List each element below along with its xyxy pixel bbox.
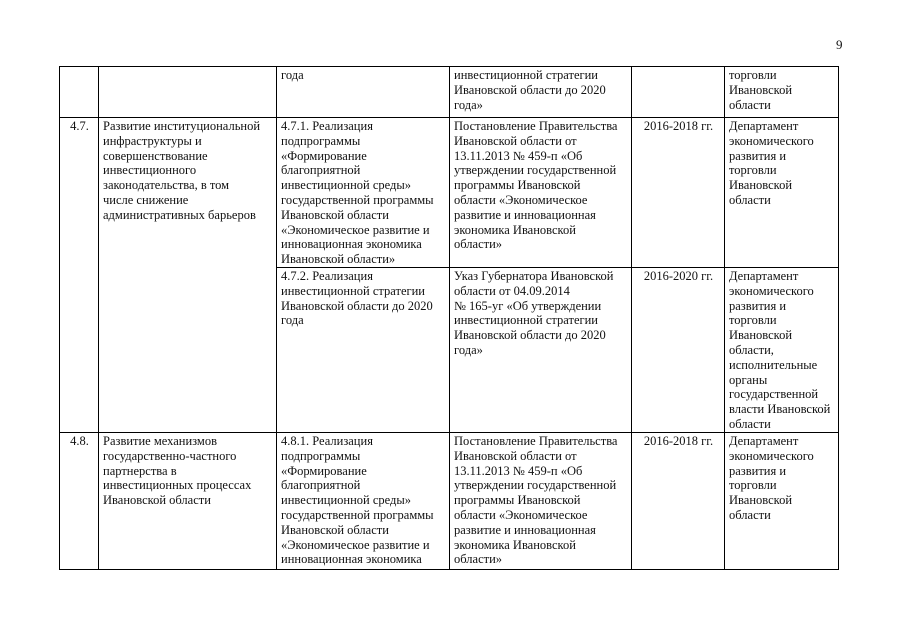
cell-line: инфраструктуры и [103,133,202,148]
cell-line: экономического [729,133,814,148]
responsible-cell [725,432,839,569]
responsible-cell [725,118,839,268]
cell-line: торговли [729,163,777,178]
cell-line: Постановление Правительства [454,119,618,133]
cell-line: торговли [729,478,777,493]
cell-line: развитие и инновационная [454,522,596,537]
cell-line: Постановление Правительства [454,433,618,448]
table-row [60,118,839,268]
measure-cell [277,67,450,118]
cell-line: экономического [729,283,814,298]
cell-line: области [729,192,771,207]
cell-line: Развитие механизмов [103,433,217,448]
cell-line: Ивановской области» [281,252,396,267]
cell-line: 4.7.1. Реализация [281,119,373,133]
period-cell: 2016-2018 гг. [632,432,725,569]
cell-line: Указ Губернатора Ивановской [454,268,614,283]
cell-line: Ивановской области до 2020 [281,298,433,313]
cell-line: власти Ивановской [729,402,831,417]
document-cell [450,118,632,268]
row-number-cell: 4.7. [60,118,99,433]
cell-line: экономического [729,448,814,463]
period-cell: 2016-2018 гг. [632,118,725,268]
cell-line: благоприятной [281,163,361,178]
cell-line: года» [454,342,483,357]
cell-line: области от 04.09.2014 [454,283,570,298]
cell-line: области [729,507,771,522]
cell-line: области «Экономическое [454,507,588,522]
cell-line: благоприятной [281,478,361,493]
cell-line: утверждении государственной [454,163,617,178]
cell-line: развития и [729,463,787,478]
cell-line: инновационная экономика [281,552,422,567]
cell-line: государственной программы [281,192,434,207]
cell-line: торговли [729,313,777,328]
cell-line: программы Ивановской [454,178,581,193]
direction-cell [99,432,277,569]
cell-line: инвестиционной среды» [281,178,412,193]
row-number-cell: 4.8. [60,432,99,569]
table-row [60,67,839,118]
cell-line: Ивановской области до 2020 [454,328,606,343]
responsible-cell [725,67,839,118]
measure-cell [277,432,450,569]
cell-line: 4.7.2. Реализация [281,268,373,283]
cell-line: совершенствование [103,148,208,163]
cell-line: административных барьеров [103,207,256,222]
cell-line: Ивановской области [281,207,389,222]
document-cell [450,432,632,569]
document-cell [450,267,632,432]
cell-line: инновационная экономика [281,237,422,252]
cell-line: области» [454,552,503,567]
cell-line: Ивановской области от [454,133,577,148]
direction-cell [99,118,277,433]
cell-line: государственной [729,387,819,402]
cell-line: законодательства, в том [103,178,230,193]
cell-line: государственно-частного [103,448,237,463]
cell-line: 13.11.2013 № 459-п «Об [454,148,583,163]
cell-line: экономика Ивановской [454,222,576,237]
cell-line: области [729,416,771,431]
cell-line: органы [729,372,768,387]
cell-line: инвестиционной среды» [281,493,412,508]
cell-line: Ивановской [729,328,793,343]
cell-line: года» [454,97,483,112]
cell-line: области [729,97,771,112]
cell-line: № 165-уг «Об утверждении [454,298,602,313]
cell-line: области, [729,342,774,357]
cell-line: числе снижение [103,192,189,207]
cell-line: Департамент [729,268,799,283]
measure-cell [277,267,450,432]
cell-line: развития и [729,298,787,313]
page-number: 9 [836,37,843,52]
cell-line: Ивановской области [281,522,389,537]
cell-line: инвестиционной стратегии [281,283,425,298]
cell-line: государственной программы [281,507,434,522]
cell-line: года [281,68,304,82]
cell-line: Ивановской [729,178,793,193]
cell-line: Ивановской области от [454,448,577,463]
cell-line: инвестиционной стратегии [454,68,598,82]
document-cell [450,67,632,118]
cell-line: «Формирование [281,463,367,478]
cell-line: подпрограммы [281,133,361,148]
cell-line: года [281,313,304,328]
cell-line: развития и [729,148,787,163]
cell-line: Департамент [729,119,799,133]
cell-line: инвестиционных процессах [103,478,252,493]
cell-line: области» [454,237,503,252]
direction-cell [99,67,277,118]
cell-line: Ивановской [729,493,793,508]
measures-table [59,66,839,570]
cell-line: утверждении государственной [454,478,617,493]
measure-cell [277,118,450,268]
cell-line: исполнительные [729,357,818,372]
responsible-cell [725,267,839,432]
cell-line: инвестиционной стратегии [454,313,598,328]
cell-line: «Формирование [281,148,367,163]
cell-line: программы Ивановской [454,493,581,508]
cell-line: области «Экономическое [454,192,588,207]
cell-line: Ивановской области [103,493,211,508]
cell-line: экономика Ивановской [454,537,576,552]
period-cell: 2016-2020 гг. [632,267,725,432]
cell-line: 4.8.1. Реализация [281,433,373,448]
table-row [60,432,839,569]
cell-line: «Экономическое развитие и [281,537,430,552]
cell-line: инвестиционного [103,163,197,178]
cell-line: 13.11.2013 № 459-п «Об [454,463,583,478]
row-number-cell [60,67,99,118]
cell-line: подпрограммы [281,448,361,463]
cell-line: торговли [729,68,777,82]
cell-line: развитие и инновационная [454,207,596,222]
cell-line: партнерства в [103,463,177,478]
cell-line: Ивановской [729,82,793,97]
cell-line: Ивановской области до 2020 [454,82,606,97]
period-cell [632,67,725,118]
cell-line: «Экономическое развитие и [281,222,430,237]
cell-line: Развитие институциональной [103,119,261,133]
cell-line: Департамент [729,433,799,448]
